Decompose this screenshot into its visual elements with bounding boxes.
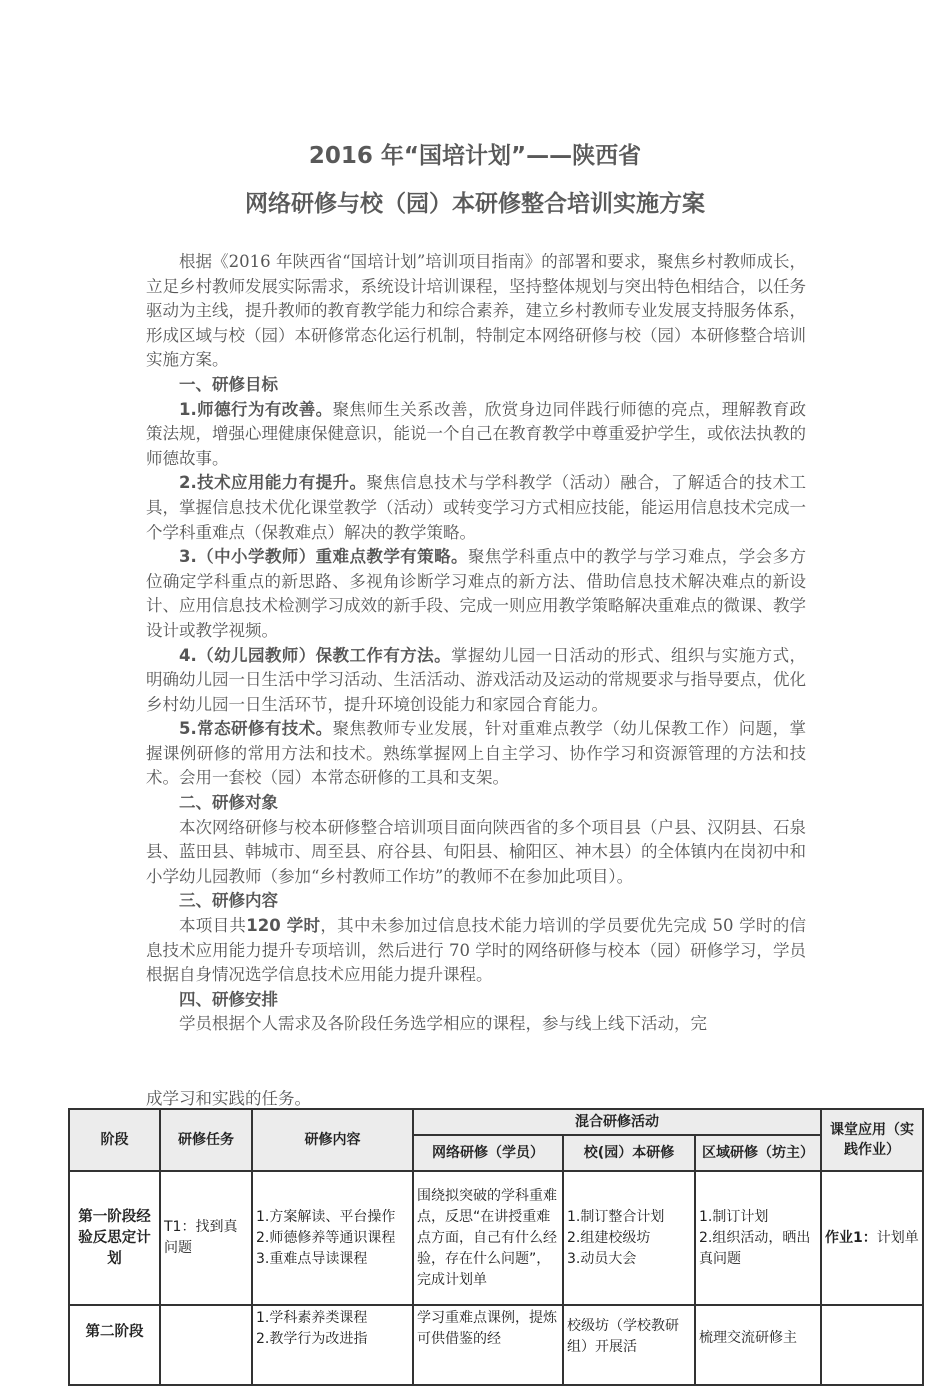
goal-item-lead: 2.技术应用能力有提升。 (179, 473, 367, 493)
header-apply: 课堂应用（实践作业） (821, 1109, 923, 1171)
goal-item-text: 聚焦教师专业发展，针对重难点教学（幼儿保教工作）问题，掌握课例研修的常用方法和技术。熟练掌握网上自主学习、协作学习和资源管理的方法和技术。会用一套校（园）本常态研修的工具和支架。 (146, 719, 807, 788)
cell-apply (821, 1305, 923, 1385)
cell-region: 梳理交流研修主 (695, 1305, 821, 1385)
cell-stage: 第二阶段 (69, 1305, 160, 1385)
goal-item-lead: 1.师德行为有改善。 (179, 399, 333, 419)
section-heading-content: 三、研修内容 (179, 891, 278, 911)
section-heading-goals: 一、研修目标 (179, 374, 278, 394)
header-region: 区域研修（坊主） (695, 1135, 821, 1171)
goal-item-2 (146, 471, 806, 545)
goal-item-lead: 5.常态研修有技术。 (179, 719, 333, 739)
cell-apply (821, 1171, 923, 1305)
schedule-paragraph-overflow (146, 1089, 846, 1108)
cell-content: 1.方案解读、平台操作 2.师德修养等通识课程 3.重难点导读课程 (252, 1171, 413, 1305)
goal-item-5 (146, 717, 806, 791)
cell-stage: 第一阶段经验反思定计划 (69, 1171, 160, 1305)
content-hours: 120 学时 (246, 916, 321, 936)
cell-school: 校级坊（学校教研组）开展活 (563, 1305, 695, 1385)
cell-content: 1.学科素养类课程 2.教学行为改进指 (252, 1305, 413, 1385)
header-content: 研修内容 (252, 1109, 413, 1171)
content-paragraph (146, 914, 806, 988)
section-heading-targets: 二、研修对象 (179, 793, 278, 813)
cell-school: 1.制订整合计划 2.组建校级坊 3.动员大会 (563, 1171, 695, 1305)
header-task: 研修任务 (160, 1109, 252, 1171)
header-online: 网络研修（学员） (413, 1135, 563, 1171)
schedule-table (68, 1108, 924, 1386)
document-title-line2: 网络研修与校（园）本研修整合培训实施方案 (245, 191, 705, 217)
header-school: 校(园）本研修 (563, 1135, 695, 1171)
goal-item-lead: 3.（中小学教师）重难点教学有策略。 (179, 547, 468, 567)
goal-item-3 (146, 545, 806, 643)
header-stage: 阶段 (69, 1109, 160, 1171)
section-heading-schedule: 四、研修安排 (179, 989, 278, 1009)
goal-item-text: 聚焦学科重点中的教学与学习难点，学会多方位确定学科重点的新思路、多视角诊断学习难点的新方法、借助信息技术解决难点的新设计、应用信息技术检测学习成效的新手段、完成一则应用教学策略解决重难点的微课、教学设计或教学视频。 (146, 547, 807, 640)
document-body (146, 250, 806, 1037)
content-text: ，其中未参加过信息技术能力培训的学员要优先完成 50 学时的信息技术应用能力提升专项培训，然后进行 70 学时的网络研修与校本（园）研修学习，学员根据自身情况选学信息技术应用能力提升课程。 (146, 916, 807, 985)
intro-paragraph: 根据《2016 年陕西省“国培计划”培训项目指南》的部署和要求，聚焦乡村教师成长，立足乡村教师发展实际需求，系统设计培训课程，坚持整体规划与突出特色相结合，以任务驱动为主线，提升教师的教育教学能力和综合素养，建立乡村教师专业发展支持服务体系，形成区域与校（园）本研修常态化运行机制，特制定本网络研修与校（园）本研修整合培训实施方案。 (146, 252, 806, 370)
cell-task: T1：找到真问题 (160, 1171, 252, 1305)
goal-item-lead: 4.（幼儿园教师）保教工作有方法。 (179, 645, 452, 665)
cell-region: 1.制订计划 2.组织活动，晒出真问题 (695, 1171, 821, 1305)
goal-item-text: 聚焦师生关系改善，欣赏身边同伴践行师德的亮点，理解教育政策法规，增强心理健康保健意识，能说一个自己在教育教学中尊重爱护学生，或依法执教的师德故事。 (146, 399, 807, 468)
apply-label: 作业1： (825, 1229, 877, 1246)
goal-item-4 (146, 644, 806, 718)
header-mixed: 混合研修活动 (413, 1109, 821, 1135)
cell-online: 学习重难点课例，提炼可供借鉴的经 (413, 1305, 563, 1385)
goal-item-1 (146, 398, 806, 472)
schedule-paragraph: 学员根据个人需求及各阶段任务选学相应的课程，参与线上线下活动，完 (179, 1014, 707, 1034)
cell-task (160, 1305, 252, 1385)
cell-online: 围绕拟突破的学科重难点，反思“在讲授重难点方面，自己有什么经验，存在什么问题”，完成计划单 (413, 1171, 563, 1305)
content-pre: 本项目共 (179, 916, 247, 936)
goal-item-text: 掌握幼儿园一日活动的形式、组织与实施方式，明确幼儿园一日生活中学习活动、生活活动、游戏活动及运动的常规要求与指导要点，优化乡村幼儿园一日生活环节，提升环境创设能力和家园合育能力。 (146, 645, 807, 714)
targets-paragraph: 本次网络研修与校本研修整合培训项目面向陕西省的多个项目县（户县、汉阴县、石泉县、蓝田县、韩城市、周至县、府谷县、旬阳县、榆阳区、神木县）的全体镇内在岗初中和小学幼儿园教师（参加“乡村教师工作坊”的教师不在参加此项目）。 (146, 817, 806, 886)
document-title-line1: 2016 年“国培计划”——陕西省 (308, 143, 642, 169)
goal-item-text: 聚焦信息技术与学科教学（活动）融合，了解适合的技术工具，掌握信息技术优化课堂教学（活动）或转变学习方式相应技能，能运用信息技术完成一个学科重难点（保教难点）解决的教学策略。 (146, 473, 807, 542)
schedule-paragraph-continuation: 成学习和实践的任务。 (146, 1089, 311, 1108)
table-row (69, 1171, 923, 1305)
apply-text: 计划单 (876, 1229, 919, 1246)
table-row (69, 1305, 923, 1385)
